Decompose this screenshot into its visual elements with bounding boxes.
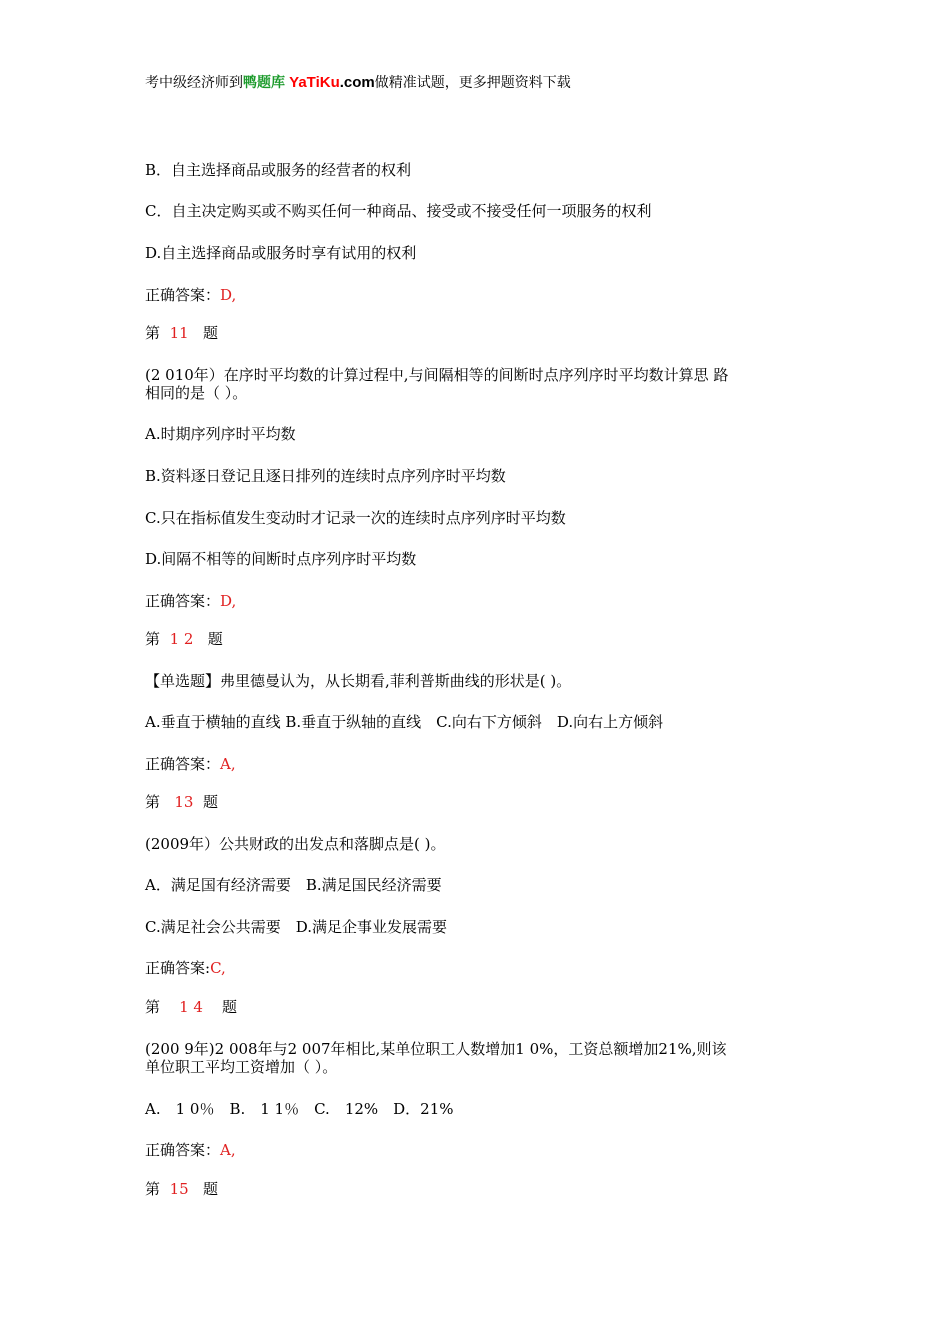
question-number: 1 2 <box>169 630 194 648</box>
q11-stem-line1: (2 010年）在序时平均数的计算过程中,与间隔相等的间断时点序列序时平均数计算思 路 <box>145 366 729 384</box>
q12-options: A.垂直于横轴的直线 B.垂直于纵轴的直线 C.向右下方倾斜 D.向右上方倾斜 <box>145 713 664 731</box>
q13-number <box>145 793 218 811</box>
question-number-prefix: 第 <box>145 793 161 811</box>
answer-value: A, <box>220 1141 236 1159</box>
question-number: 1 4 <box>179 998 203 1016</box>
q11-option-d: D.间隔不相等的间断时点序列序时平均数 <box>145 550 417 568</box>
q13-options-line2: C.满足社会公共需要 D.满足企事业发展需要 <box>145 918 447 936</box>
question-number-suffix: 题 <box>202 1180 218 1198</box>
q11-number <box>145 324 218 342</box>
answer-label: 正确答案: <box>145 959 211 977</box>
question-number-suffix: 题 <box>202 324 218 342</box>
answer-label: 正确答案： <box>145 755 221 773</box>
question-number-suffix: 题 <box>207 630 223 648</box>
answer-label: 正确答案： <box>145 1141 221 1159</box>
answer-value: D, <box>220 286 237 304</box>
q11-answer <box>145 592 236 610</box>
header-suffix: 做精准试题，更多押题资料下载 <box>374 75 571 91</box>
q10-option-b: B．自主选择商品或服务的经营者的权利 <box>145 161 412 179</box>
question-number: 11 <box>169 324 189 342</box>
q13-stem: (2009年）公共财政的出发点和落脚点是( )。 <box>145 835 446 853</box>
answer-label: 正确答案： <box>145 592 221 610</box>
answer-value: D, <box>220 592 237 610</box>
q10-option-c: C．自主决定购买或不购买任何一种商品、接受或不接受任何一项服务的权利 <box>145 202 652 220</box>
header-prefix: 考中级经济师到 <box>145 75 243 91</box>
q12-number <box>145 630 223 648</box>
q14-answer <box>145 1141 236 1159</box>
brand-name-en: YaTiKu <box>285 74 340 91</box>
brand-name-cn: 鸭题库 <box>243 75 285 91</box>
q10-answer <box>145 286 236 304</box>
q14-number <box>145 998 237 1016</box>
question-number: 13 <box>174 793 194 811</box>
q14-stem-line2: 单位职工平均工资增加（ ）。 <box>145 1058 338 1076</box>
q11-option-c: C.只在指标值发生变动时才记录一次的连续时点序列序时平均数 <box>145 509 566 527</box>
question-number-prefix: 第 <box>145 324 161 342</box>
question-number-suffix: 题 <box>202 793 218 811</box>
page-header <box>145 72 571 92</box>
q13-options-line1: A．满足国有经济需要 B.满足国民经济需要 <box>145 876 442 894</box>
q11-option-b: B.资料逐日登记且逐日排列的连续时点序列序时平均数 <box>145 467 506 485</box>
q12-answer <box>145 755 236 773</box>
question-number-prefix: 第 <box>145 998 161 1016</box>
answer-value: C, <box>210 959 226 977</box>
q11-option-a: A.时期序列序时平均数 <box>145 425 296 443</box>
question-number: 15 <box>169 1180 189 1198</box>
q14-stem-line1: (200 9年)2 008年与2 007年相比,某单位职工人数增加1 0%，工资总额增加21%,则该 <box>145 1040 727 1058</box>
question-number-prefix: 第 <box>145 1180 161 1198</box>
answer-label: 正确答案： <box>145 286 221 304</box>
q13-answer <box>145 959 226 977</box>
q12-stem: 【单选题】弗里德曼认为，从长期看,菲利普斯曲线的形状是( )。 <box>145 672 572 690</box>
q14-options: A. 1 0％ B. 1 1％ C. 12% D．21% <box>145 1100 454 1118</box>
question-number-prefix: 第 <box>145 630 161 648</box>
brand-domain: .com <box>339 74 375 91</box>
q10-option-d: D.自主选择商品或服务时享有试用的权利 <box>145 244 417 262</box>
q15-number <box>145 1180 218 1198</box>
answer-value: A, <box>220 755 236 773</box>
q11-stem-line2: 相同的是（ ）。 <box>145 384 248 402</box>
question-number-suffix: 题 <box>222 998 238 1016</box>
